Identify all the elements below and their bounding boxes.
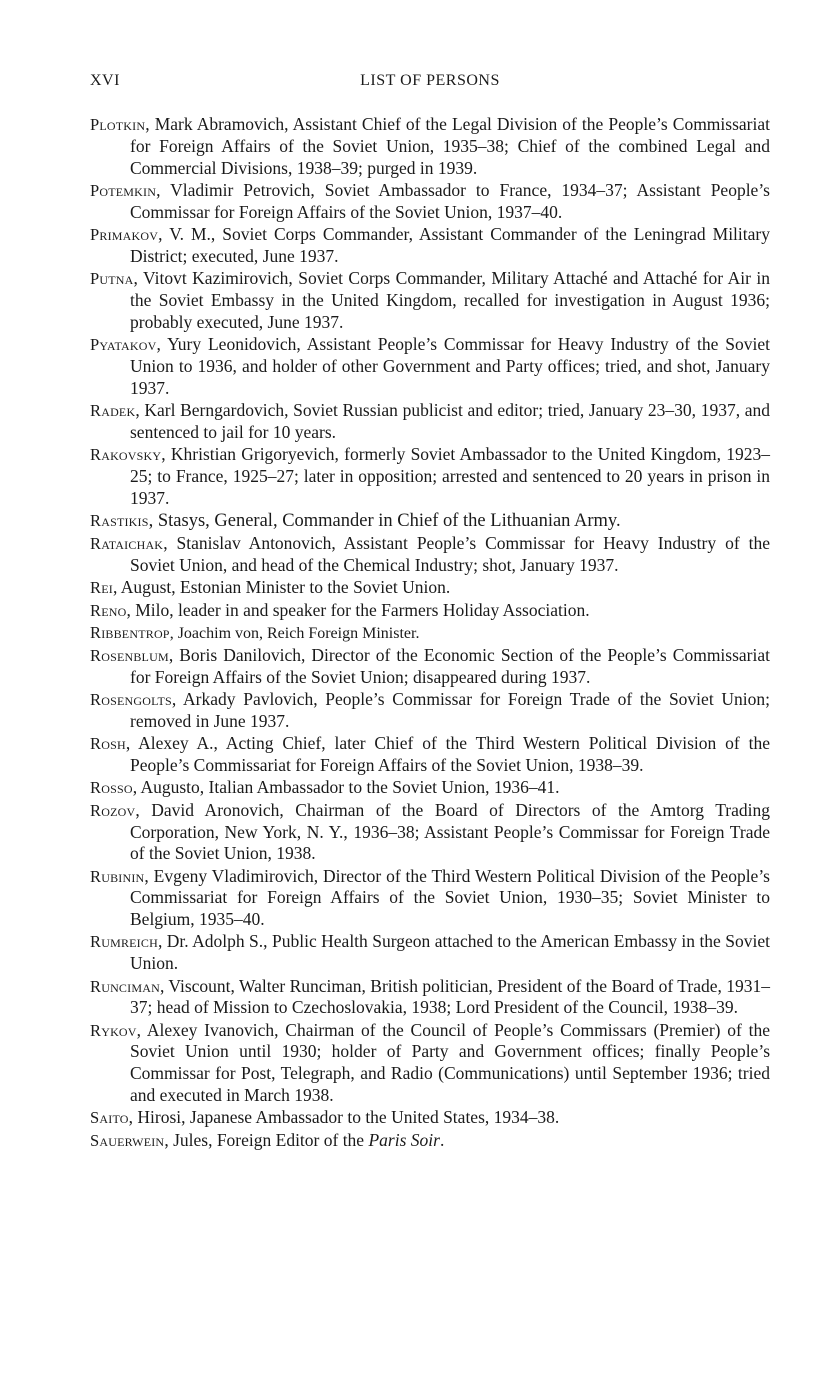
- person-description: , Stasys, General, Commander in Chief of the Lithuanian Army.: [148, 510, 621, 531]
- person-entry: [90, 777, 770, 799]
- person-entry: [90, 733, 770, 777]
- person-description-tail: .: [439, 1129, 445, 1150]
- person-description: , Viscount, Walter Runciman, British politician, President of the Board of Trade, 1931–37; head of Mission to Czechoslovakia, 1938; Lord President of the Council, 1938–39.: [130, 975, 770, 1018]
- person-entry: [90, 622, 770, 645]
- person-surname: Plotkin: [90, 115, 146, 134]
- page-number: XVI: [90, 72, 120, 89]
- person-surname: Rosh: [90, 734, 126, 754]
- person-entry: [90, 114, 770, 179]
- person-description: , V. M., Soviet Corps Commander, Assistant Commander of the Leningrad Military District; executed, June 1937.: [130, 223, 770, 266]
- person-entry: [90, 533, 770, 577]
- page-header: [90, 72, 770, 96]
- person-description: , Alexey A., Acting Chief, later Chief of the Third Western Political Division of the People’s Commissariat for Foreign Affairs of the Soviet Union, 1938–39.: [125, 733, 770, 776]
- person-description: , Milo, leader in and speaker for the Farmers Holiday Association.: [126, 599, 590, 620]
- person-description: , Vladimir Petrovich, Soviet Ambassador to France, 1934–37; Assistant People’s Commissar for Foreign Affairs of the Soviet Union, 1937–40.: [130, 179, 770, 222]
- person-description: , Mark Abramovich, Assistant Chief of the Legal Division of the People’s Commissariat for Foreign Affairs of the Soviet Union, 1935–38; Chief of the combined Legal and Commercial Divisions, 1938–39; purged in 1939.: [130, 114, 770, 178]
- person-entry: [90, 444, 770, 509]
- person-entry: [90, 645, 770, 689]
- person-surname: Runciman: [90, 976, 160, 996]
- person-description: , Hirosi, Japanese Ambassador to the United States, 1934–38.: [128, 1107, 560, 1128]
- person-entry: [90, 1107, 770, 1129]
- person-description: , Arkady Pavlovich, People’s Commissar for Foreign Trade of the Soviet Union; removed in June 1937.: [130, 689, 770, 732]
- person-description: , Joachim von, Reich Foreign Minister.: [169, 624, 420, 642]
- person-surname: Sauerwein: [90, 1130, 165, 1150]
- person-surname: Ribbentrop: [90, 622, 170, 642]
- person-entry: [90, 1020, 770, 1107]
- person-surname: Rakovsky: [90, 444, 162, 464]
- person-entry: [90, 577, 770, 599]
- person-surname: Rykov: [90, 1020, 137, 1040]
- person-surname: Putna: [90, 269, 134, 289]
- person-surname: Rastikis: [90, 510, 149, 530]
- person-entry: [90, 180, 770, 224]
- person-description: , Yury Leonidovich, Assistant People’s Commissar for Heavy Industry of the Soviet Union to 1936, and holder of other Government and Party offices; tried, and shot, January 1937.: [130, 333, 770, 398]
- person-surname: Rubinin: [90, 866, 145, 886]
- person-surname: Reno: [90, 600, 127, 620]
- person-entry: [90, 334, 770, 399]
- person-description: , Khristian Grigoryevich, formerly Soviet Ambassador to the United Kingdom, 1923–25; to France, 1925–27; later in opposition; arrested and sentenced to 20 years in prison in 1937.: [130, 443, 770, 508]
- person-entry: [90, 800, 770, 865]
- person-description: , August, Estonian Minister to the Soviet Union.: [112, 577, 451, 598]
- person-description: , Vitovt Kazimirovich, Soviet Corps Commander, Military Attaché and Attaché for Air in the Soviet Embassy in the United Kingdom, recalled for investigation in August 1936; probably executed, June 1937.: [130, 268, 770, 332]
- person-description: , Jules, Foreign Editor of the: [164, 1129, 369, 1150]
- person-entry: [90, 400, 770, 444]
- person-description: , Stanislav Antonovich, Assistant People’s Commissar for Heavy Industry of the Soviet Union, and head of the Chemical Industry; shot, January 1937.: [130, 533, 770, 575]
- person-surname: Rosso: [90, 778, 133, 798]
- person-surname: Primakov: [90, 224, 159, 244]
- publication-title: Paris Soir: [368, 1129, 440, 1150]
- person-surname: Rozov: [90, 800, 136, 820]
- person-surname: Rosengolts: [90, 690, 172, 710]
- person-description: , Karl Berngardovich, Soviet Russian publicist and editor; tried, January 23–30, 1937, and sentenced to jail for 10 years.: [130, 399, 770, 442]
- person-entry: [90, 224, 770, 268]
- person-entry: [90, 689, 770, 733]
- person-surname: Rei: [90, 578, 113, 598]
- person-surname: Potemkin: [90, 180, 157, 200]
- person-entry: [90, 976, 770, 1020]
- running-title: LIST OF PERSONS: [360, 72, 500, 89]
- person-surname: Radek: [90, 400, 136, 420]
- persons-list: [90, 114, 770, 1152]
- person-entry: [90, 1130, 770, 1152]
- person-entry: [90, 510, 770, 533]
- person-entry: [90, 268, 770, 333]
- person-description: , Alexey Ivanovich, Chairman of the Council of People’s Commissars (Premier) of the Soviet Union until 1930; holder of Party and Government offices; finally People’s Commissar for Post, Telegraph, and Radio (Communications) until September 1936; tried and executed in March 1938.: [130, 1019, 770, 1106]
- person-surname: Rosenblum: [90, 646, 169, 666]
- person-entry: [90, 866, 770, 931]
- person-description: , Dr. Adolph S., Public Health Surgeon attached to the American Embassy in the Soviet Union.: [130, 931, 770, 974]
- person-description: , David Aronovich, Chairman of the Board of Directors of the Amtorg Trading Corporation, New York, N. Y., 1936–38; Assistant People’s Commissar for Foreign Trade of the Soviet Union, 1938.: [130, 799, 770, 864]
- person-description: , Augusto, Italian Ambassador to the Soviet Union, 1936–41.: [132, 777, 560, 798]
- person-entry: [90, 600, 770, 622]
- person-entry: [90, 931, 770, 975]
- person-surname: Saito: [90, 1108, 129, 1128]
- person-description: , Boris Danilovich, Director of the Economic Section of the People’s Commissariat for Foreign Affairs of the Soviet Union; disappeared during 1937.: [130, 645, 770, 687]
- person-surname: Pyatakov: [90, 334, 157, 354]
- person-surname: Rumreich: [90, 932, 158, 952]
- person-surname: Rataichak: [90, 534, 164, 554]
- person-description: , Evgeny Vladimirovich, Director of the Third Western Political Division of the People’s Commissariat for Foreign Affairs of the Soviet Union, 1930–35; Soviet Minister to Belgium, 1935–40.: [130, 865, 770, 930]
